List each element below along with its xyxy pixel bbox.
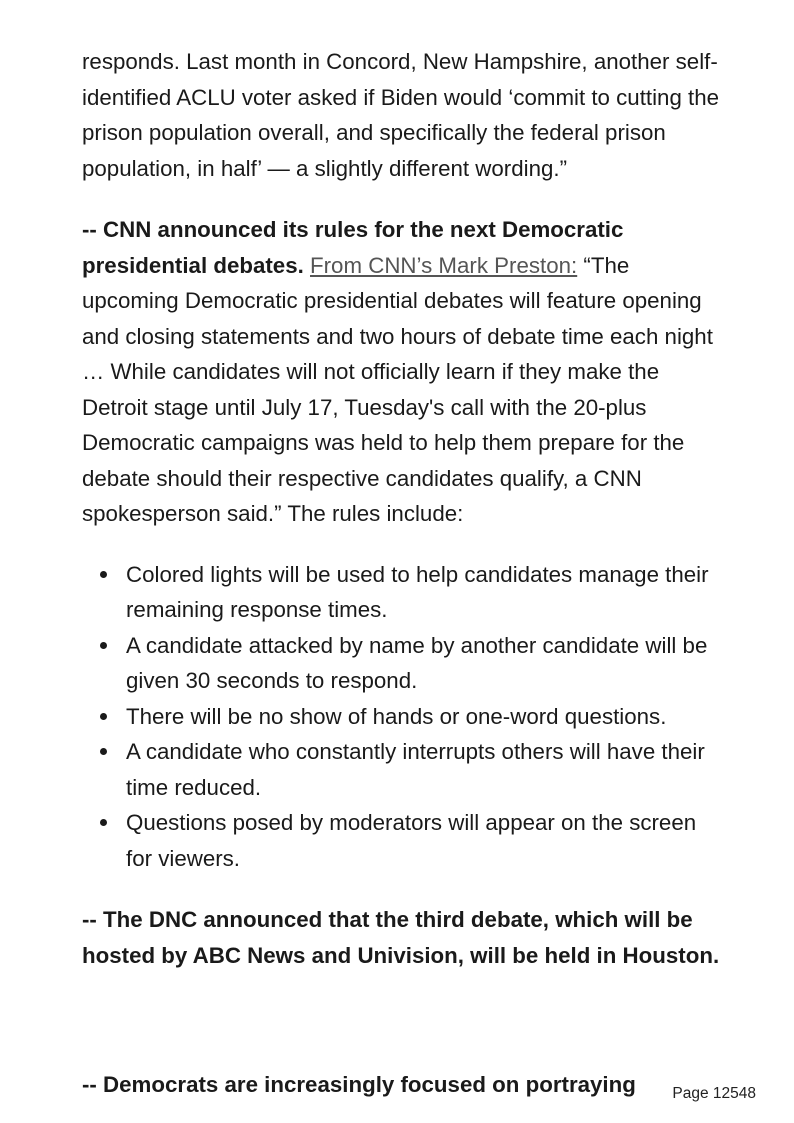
headline-dnc-third-debate: -- The DNC announced that the third debate, which will be hosted by ABC News and Univision, will be held in Houston. <box>82 907 720 968</box>
paragraph-cnn-rules <box>82 212 722 532</box>
document-body <box>82 44 722 973</box>
paragraph-cnn-rules-text: “The upcoming Democratic presidential debates will feature opening and closing statements and two hours of debate time each night … While candidates will not officially learn if they make the Detroit stage until July 17, Tuesday's call with the 20-plus Democratic campaigns was held to help them prepare for the debate should their respective candidates qualify, a CNN spokesperson said.” The rules include: <box>82 252 713 526</box>
list-item: A candidate who constantly interrupts others will have their time reduced. <box>126 734 722 805</box>
list-item: Colored lights will be used to help candidates manage their remaining response times. <box>126 557 722 628</box>
headline-cnn-rules: -- CNN announced its rules for the next Democratic presidential debates. <box>82 217 624 278</box>
headline-democrats-cut-off: -- Democrats are increasingly focused on portraying <box>82 1072 636 1097</box>
page-number: Page 12548 <box>672 1085 756 1102</box>
paragraph-biden-aclu: responds. Last month in Concord, New Hampshire, another self-identified ACLU voter asked if Biden would ‘commit to cutting the prison population overall, and specifically the federal prison population, in half’ — a slightly different wording.” <box>82 49 720 181</box>
cut-off-line-wrapper <box>82 1066 722 1097</box>
rules-list <box>82 557 722 877</box>
list-item: There will be no show of hands or one-word questions. <box>126 699 722 735</box>
link-cnn-mark-preston[interactable]: From CNN’s Mark Preston: <box>310 252 578 278</box>
list-item: A candidate attacked by name by another candidate will be given 30 seconds to respond. <box>126 628 722 699</box>
paragraph-dnc-third-debate <box>82 902 722 973</box>
list-item: Questions posed by moderators will appear on the screen for viewers. <box>126 805 722 876</box>
